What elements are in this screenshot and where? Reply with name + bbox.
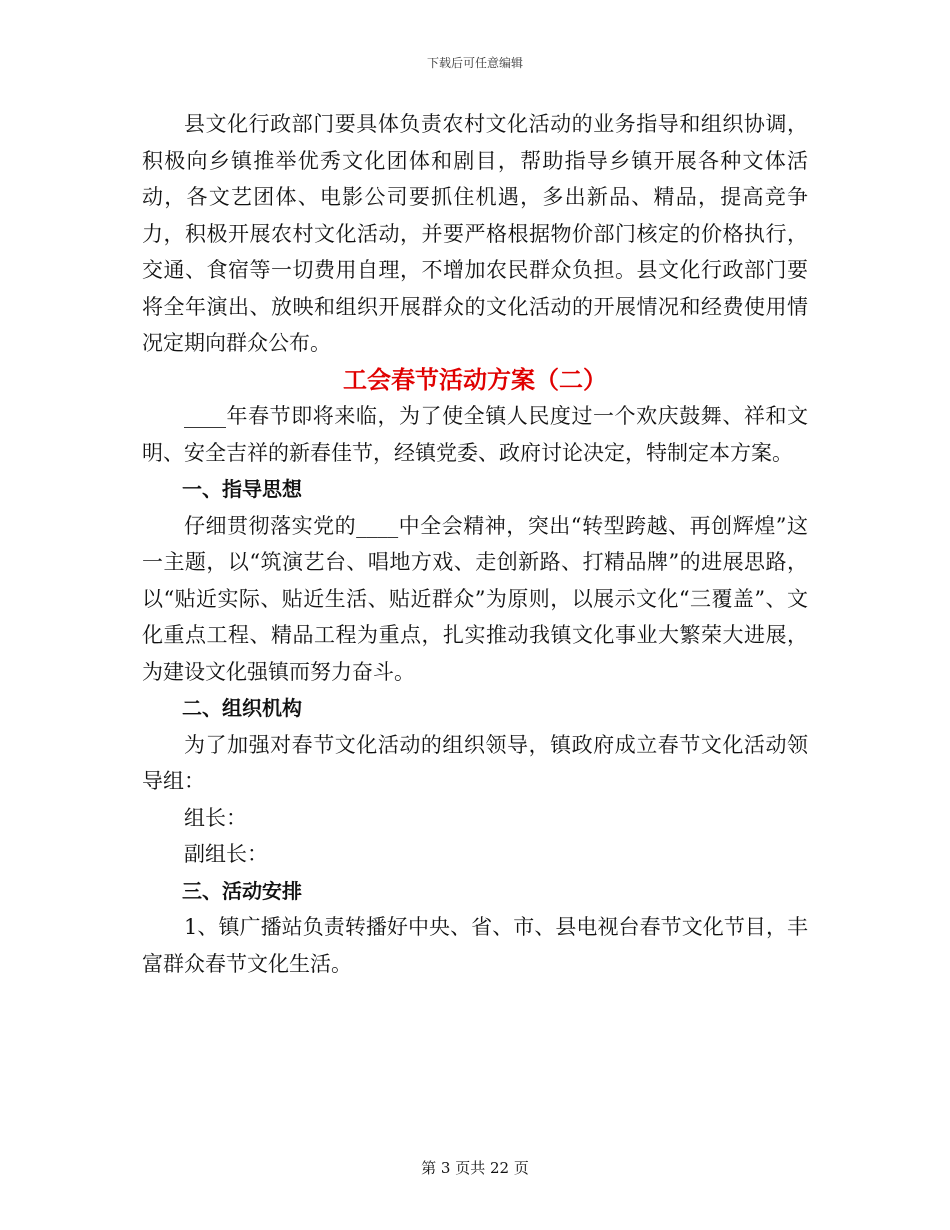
section1-heading: 一、指导思想: [182, 477, 302, 501]
document-body: [142, 106, 808, 982]
section1-paragraph: 仔细贯彻落实党的____中全会精神，突出“转型跨越、再创辉煌”这一主题，以“筑演艺台、唱地方戏、走创新路、打精品牌”的进展思路，以“贴近实际、贴近生活、贴近群众”为原则，以展示文化“三覆盖”、文化重点工程、精品工程为重点，扎实推动我镇文化事业大繁荣大进展，为建设文化强镇而努力奋斗。: [142, 513, 808, 684]
section2-deputy-line: 副组长：: [184, 842, 268, 866]
intro-paragraph: 县文化行政部门要具体负责农村文化活动的业务指导和组织协调，积极向乡镇推举优秀文化团体和剧目，帮助指导乡镇开展各种文体活动，各文艺团体、电影公司要抓住机遇，多出新品、精品，提高竞争力，积极开展农村文化活动，并要严格根据物价部门核定的价格执行，交通、食宿等一切费用自理，不增加农民群众负担。县文化行政部门要将全年演出、放映和组织开展群众的文化活动的开展情况和经费使用情况定期向群众公布。: [142, 112, 808, 355]
section2-leader-line: 组长：: [184, 805, 247, 830]
page-number-footer: 第 3 页共 22 页: [421, 1159, 529, 1177]
opening-paragraph: ____年春节即将来临，为了使全镇人民度过一个欢庆鼓舞、祥和文明、安全吉祥的新春佳节，经镇党委、政府讨论决定，特制定本方案。: [142, 404, 808, 465]
section2-paragraph: 为了加强对春节文化活动的组织领导，镇政府成立春节文化活动领导组：: [142, 732, 808, 793]
section2-heading: 二、组织机构: [182, 696, 302, 720]
header-note: 下载后可任意编辑: [426, 56, 523, 70]
section3-heading: 三、活动安排: [182, 878, 302, 903]
section3-item-1: 1、镇广播站负责转播好中央、省、市、县电视台春节文化节目，丰富群众春节文化生活。: [142, 915, 808, 976]
section-title: 工会春节活动方案（二）: [343, 364, 607, 394]
